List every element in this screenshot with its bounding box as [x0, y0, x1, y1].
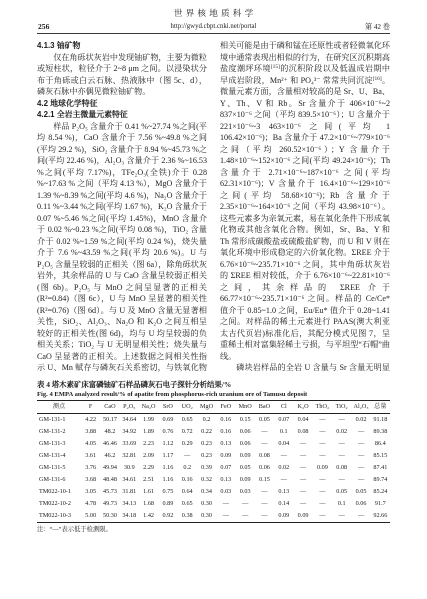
value-cell: 1.42: [139, 510, 158, 523]
table-row: [37, 414, 390, 427]
value-cell: 89.74: [373, 476, 388, 483]
section-heading-4-2: 4.2 地球化学特征: [37, 98, 98, 108]
column-header: BaO: [255, 401, 274, 414]
left-column: [37, 40, 207, 374]
value-cell: 0.22: [201, 428, 212, 435]
value-cell: 89.38: [373, 428, 388, 435]
value-cell: —: [261, 500, 268, 507]
value-cell: —: [255, 510, 274, 523]
value-cell: 0.39: [201, 464, 212, 471]
value-cell: 4.22: [85, 416, 97, 423]
right-column: [220, 40, 390, 374]
value-cell: 34.13: [122, 500, 137, 507]
sample-id-cell: TM022-10-2: [39, 500, 71, 507]
value-cell: 50.30: [100, 510, 119, 523]
value-cell: 3.05: [85, 488, 97, 495]
value-cell: —: [319, 500, 326, 507]
value-cell: 0.08: [336, 464, 348, 471]
value-cell: 46.2: [104, 452, 116, 459]
column-header: UO₂: [178, 401, 197, 414]
value-cell: —: [280, 476, 287, 483]
value-cell: 3.68: [85, 476, 97, 483]
value-cell: 0.23: [201, 440, 212, 447]
value-cell: 0.14: [278, 500, 290, 507]
paragraph-major-elements: 样品 P₂O₅ 含量介于 0.41 %~27.74 %之间(平均 8.54 %)，CaO 含量介于 7.56 %~49.8 %之间(平均 29.2 %)，SiO₂ 含量介于 8.94 %~45.73 %之间(平均 22.46 %)，Al₂O₃ 含量介于 2.36 %~16.53 %之间(平均 7.17%)，TFe₂O₃(全铁)介于 0.28 %~17.63 % 之间（平均 4.13 %），MgO 含量介于 1.39 %~8.39 %之间(平均 4.6 %)，Na₂O 含量介于 0.11 %~3.44 %之间(平均 1.67 %)，K₂O 含量介于 0.07 %~5.46 %之间(平均 1.45%)，MnO 含量介于 0.02 %~0.23 %之间(平均 0.08 %)，TiO₂ 含量介于 0.02 %~1.59 %之间(平均 0.24 %)，烧失量介于 7.6 %~43.59 %之间(平均 20.6 %)。U 与 P₂O₅ 含量呈较弱的正相关（图 6a），除角砾状灰岩外，其余样品的 U 与 CaO 含量呈较弱正相关(图 6b)。P₂O₅ 与 MnO 之间呈显著的正相关(R²=0.84)（图 6c），U 与 MnO 呈显著的相关性(R²=0.76)（图 6d）。与 U 及 MnO 含量无显著相关性，SiO₂、Al₂O₃、Na₂O 和 K₂O 之间互相呈较好的正相关性(图 6d)，均与 U 均呈较弱的负相关关系；TiO₂ 与 U 无明显相关性；烧失量与 CaO 呈显著的正相关。上述数据之间相关性指示 U、Mn 赋存与磷灰石关系密切，与铁氧化物: [37, 121, 207, 372]
column-header: SrO: [158, 401, 177, 414]
column-header: TiO₂: [332, 401, 351, 414]
value-cell: 0.06: [259, 464, 270, 471]
value-cell: —: [319, 428, 326, 435]
sample-id-cell: GM-131-5: [39, 464, 66, 471]
value-cell: 0.13: [220, 440, 232, 447]
value-cell: 0.02: [278, 464, 290, 471]
table-body: [37, 414, 390, 523]
value-cell: 0.16: [220, 416, 232, 423]
value-cell: 1.68: [143, 500, 154, 507]
sample-id-cell: GM-131-3: [39, 440, 66, 447]
table-row: [37, 450, 390, 462]
value-cell: 0.06: [239, 428, 251, 435]
value-cell: 0.64: [181, 488, 193, 495]
value-cell: —: [357, 464, 365, 471]
column-header: Na₂O: [139, 401, 158, 414]
value-cell: 0.03: [220, 488, 232, 495]
value-cell: —: [280, 452, 287, 459]
value-cell: —: [338, 452, 345, 459]
column-header: MnO: [236, 401, 255, 414]
table-row: [37, 510, 390, 523]
section-heading-4-2-1: 4.2.1 全岩主微量元素特征: [37, 110, 128, 119]
table-caption-english: Fig. 4 EMPA analyzed result/% of apatite from phosphorus-rich uranium ore of Tamusu deposit: [37, 391, 308, 398]
value-cell: 91.7: [374, 500, 386, 507]
value-cell: —: [319, 476, 326, 483]
epma-results-table: [37, 400, 390, 523]
value-cell: 0.30: [197, 510, 216, 523]
sample-id-cell: TM022-10-1: [39, 488, 71, 495]
value-cell: 30.9: [123, 464, 135, 471]
sample-id-cell: TM022-10-3: [37, 510, 81, 523]
value-cell: 0.05: [355, 488, 367, 495]
value-cell: 0.13: [220, 476, 232, 483]
column-header: Al₂O₃: [351, 401, 370, 414]
value-cell: 50.17: [103, 416, 117, 423]
table-head: [37, 401, 390, 414]
value-cell: 1.12: [162, 440, 174, 447]
value-cell: 0.16: [181, 476, 193, 483]
value-cell: 0.04: [278, 440, 290, 447]
paragraph-text-segment: 。微量元素方面，含量相对较高的是 Sr、U、Ba、Y、Th、V 和 Rb。Sr 含量介于 406×10⁻⁶~2 837×10⁻⁶ 之间（平均 839.5×10⁻⁶）；U 含量介于 221×10⁻⁶~3 463×10⁻⁶ 之间(平均 1 106.42×10⁻⁶)；Ba 含量介于 47.2×10⁻⁶~779×10⁻⁶ 之间（平均 260.52×10⁻⁶）；Y 含量介于 1.48×10⁻⁶~152×10⁻⁶ 之间(平均 49.24×10⁻⁶)；Th 含量介于 2.71×10⁻⁶~187×10⁻⁶ 之间(平均 62.31×10⁻⁶)；V 含量介于 16.4×10⁻⁶~129×10⁻⁶ 之间(平均 58.68×10⁻⁶)；Rb 含量介于 2.35×10⁻⁶~164×10⁻⁶ 之间（平均 43.98×10⁻⁶）。这些元素多为亲氧元素，易在氧化条件下形成氧化物或其他含氧化合物。例如，Sr、Ba、Y 和 Th 常形成碳酸盐或硫酸盐矿物，而 U 和 V 则在氧化环境中形成稳定的六价氧化物。ΣREE 介于 6.76×10⁻⁶~235.71×10⁻⁶ 之间，其中角砾状灰岩的 ΣREE 相对较低，介于 6.76×10⁻⁶~22.81×10⁻⁶ 之间，其余样品的 ΣREE 介于 66.77×10⁻⁶~235.71×10⁻⁶ 之间。样品的 Ce/Ce* 值介于 0.85~1.0 之间，Eu/Eu* 值介于 0.28~1.41 之间。对样品的稀土元素进行 PAAS(澳大利亚太古代页岩)标准化后，其配分模式见图 7，呈重稀土相对富集轻稀土亏损，与平坦型“石帽”曲线。: [220, 75, 390, 361]
value-cell: 0.16: [220, 428, 232, 435]
value-cell: 3.76: [85, 464, 97, 471]
value-cell: —: [319, 416, 326, 423]
section-heading-4-1-3: 4.1.3 铀矿物: [37, 41, 81, 50]
column-header: F: [81, 401, 100, 414]
value-cell: 0.23: [201, 452, 212, 459]
value-cell: —: [319, 440, 326, 447]
value-cell: 48.48: [103, 476, 117, 483]
header-rule: [37, 33, 390, 34]
citation-16: [16]: [372, 75, 382, 82]
column-header: CaO: [100, 401, 119, 414]
value-cell: —: [261, 488, 268, 495]
value-cell: —: [357, 452, 365, 459]
value-cell: 0.09: [239, 476, 251, 483]
value-cell: 92.66: [371, 510, 390, 523]
value-cell: 34.18: [120, 510, 139, 523]
value-cell: —: [236, 510, 255, 523]
value-cell: 85.24: [373, 488, 388, 495]
column-header: K₂O: [293, 401, 312, 414]
value-cell: 0.13: [278, 488, 290, 495]
value-cell: —: [357, 440, 365, 447]
value-cell: —: [300, 488, 307, 495]
value-cell: 49.73: [103, 500, 117, 507]
value-cell: 0.08: [259, 452, 270, 459]
value-cell: 85.15: [373, 452, 388, 459]
value-cell: 0.1: [337, 500, 346, 507]
value-cell: 5.00: [81, 510, 100, 523]
table-row: [37, 426, 390, 438]
value-cell: 2.09: [143, 452, 154, 459]
value-cell: 3.61: [85, 452, 97, 459]
value-cell: 0.92: [158, 510, 177, 523]
value-cell: 0.09: [316, 464, 328, 471]
value-cell: —: [261, 440, 268, 447]
value-cell: 2.23: [143, 440, 154, 447]
value-cell: 0.1: [279, 428, 288, 435]
table-row: [37, 462, 390, 474]
value-cell: 0.38: [178, 510, 197, 523]
column-header-sample: 测点: [37, 401, 81, 414]
value-cell: 0.04: [297, 416, 309, 423]
paragraph-text-segment: 的沉积阶段以及低温成岩期中早成岩阶段，Mn²⁺ 和 PO₄³⁻ 常常共同沉淀: [220, 64, 390, 85]
value-cell: 0.02: [336, 428, 348, 435]
journal-title: 世界核地质科学: [173, 8, 257, 18]
value-cell: 87.41: [373, 464, 388, 471]
value-cell: 0.65: [181, 500, 193, 507]
sample-id-cell: GM-131-4: [39, 452, 66, 459]
sample-id-cell: GM-131-2: [39, 428, 66, 435]
value-cell: —: [216, 510, 235, 523]
value-cell: 0.65: [181, 416, 193, 423]
value-cell: 33.69: [122, 440, 137, 447]
value-cell: —: [313, 510, 332, 523]
value-cell: 1.61: [143, 488, 154, 495]
table-row: [37, 498, 390, 510]
value-cell: —: [222, 500, 229, 507]
column-header: MgO: [197, 401, 216, 414]
value-cell: 4.05: [85, 440, 97, 447]
sample-id-cell: GM-131-6: [39, 476, 66, 483]
value-cell: —: [357, 428, 365, 435]
column-header: ThO₂: [313, 401, 332, 414]
table-header-row: [37, 401, 390, 414]
value-cell: 0.76: [162, 428, 174, 435]
table-row: [37, 438, 390, 450]
value-cell: 1.16: [162, 464, 174, 471]
value-cell: 0.15: [259, 476, 270, 483]
value-cell: 1.89: [143, 428, 154, 435]
value-cell: 46.46: [103, 440, 117, 447]
table-row: [37, 474, 390, 486]
value-cell: 0.09: [239, 452, 251, 459]
value-cell: 0.2: [183, 464, 192, 471]
value-cell: 0.02: [355, 416, 367, 423]
column-header: 总量: [371, 401, 390, 414]
value-cell: —: [300, 500, 307, 507]
column-header: P₂O₅: [120, 401, 139, 414]
value-cell: —: [300, 476, 307, 483]
value-cell: 0.75: [162, 488, 174, 495]
value-cell: 0.2: [202, 416, 211, 423]
value-cell: 0.06: [239, 440, 251, 447]
paragraph-trace-elements: [220, 40, 390, 362]
table-row: [37, 486, 390, 498]
table-caption-chinese: 表 4 塔木素矿床富磷铀矿石样品磷灰石电子探针分析结果/%: [37, 380, 232, 389]
table-note: 注：“—”表示低于检测限。: [37, 526, 112, 533]
value-cell: —: [351, 510, 370, 523]
value-cell: 0.07: [220, 464, 232, 471]
value-cell: —: [261, 428, 268, 435]
value-cell: 4.78: [85, 500, 97, 507]
value-cell: —: [357, 476, 365, 483]
value-cell: 0.15: [239, 416, 251, 423]
value-cell: 0.05: [259, 416, 270, 423]
value-cell: —: [338, 440, 345, 447]
value-cell: 0.03: [239, 488, 251, 495]
citation-15: [15]: [270, 64, 280, 70]
value-cell: 2.29: [143, 464, 154, 471]
value-cell: —: [300, 464, 307, 471]
sample-id-cell: GM-131-1: [39, 416, 66, 423]
value-cell: 49.94: [103, 464, 117, 471]
value-cell: —: [184, 452, 191, 459]
value-cell: 0.89: [162, 500, 174, 507]
volume-label: 第 42 卷: [364, 23, 390, 31]
value-cell: —: [319, 488, 326, 495]
value-cell: 86.4: [374, 440, 386, 447]
value-cell: 48.2: [104, 428, 116, 435]
value-cell: 0.09: [293, 510, 312, 523]
value-cell: —: [300, 452, 307, 459]
value-cell: —: [300, 440, 307, 447]
value-cell: 34.92: [122, 428, 137, 435]
page-number: 256: [38, 22, 50, 31]
value-cell: 31.81: [122, 488, 137, 495]
value-cell: 0.05: [336, 488, 348, 495]
value-cell: 0.05: [239, 464, 251, 471]
value-cell: 1.99: [143, 416, 154, 423]
value-cell: 0.09: [274, 510, 293, 523]
value-cell: 1.17: [162, 452, 174, 459]
paragraph-uranium-minerals: 仅在角砾状灰岩中发现铀矿物，主要为微粒或短柱状，粒径介于 2~8 μm 之间。以浸染状分布于角砾或白云石脉、热液脉中（图 5c、d），磷灰石脉中亦偶见微粒铀矿物。: [37, 52, 207, 96]
value-cell: —: [332, 510, 351, 523]
value-cell: 0.72: [181, 428, 193, 435]
paragraph-text-segment: 相关可能是由于磷和锰在还原性或者轻微氧化环境中通常表现出相似的行为，在研究区沉积期高盐度潮坪环境: [220, 41, 390, 73]
value-cell: 0.07: [278, 416, 290, 423]
journal-url: http://gwyd.cbpt.cnki.net/portal: [170, 23, 257, 30]
value-cell: 1.16: [162, 476, 174, 483]
value-cell: 0.30: [201, 500, 212, 507]
value-cell: 45.73: [103, 488, 117, 495]
value-cell: —: [242, 500, 249, 507]
value-cell: —: [338, 416, 345, 423]
value-cell: 3.88: [85, 428, 97, 435]
value-cell: 0.32: [201, 476, 212, 483]
value-cell: 32.81: [122, 452, 137, 459]
value-cell: 0.69: [162, 416, 174, 423]
paragraph-u-sr-correlation: 磷块岩样品的全岩 U 含量与 Sr 含量无明显: [236, 363, 390, 372]
column-header: Cl: [274, 401, 293, 414]
value-cell: 91.18: [373, 416, 388, 423]
value-cell: 0.08: [297, 428, 309, 435]
value-cell: 0.06: [355, 500, 367, 507]
value-cell: —: [338, 476, 345, 483]
value-cell: 2.51: [143, 476, 154, 483]
value-cell: 34.64: [122, 416, 137, 423]
column-header: FeO: [216, 401, 235, 414]
value-cell: 0.29: [181, 440, 193, 447]
value-cell: 0.09: [220, 452, 232, 459]
value-cell: 34.61: [122, 476, 137, 483]
value-cell: —: [319, 452, 326, 459]
value-cell: 0.34: [201, 488, 212, 495]
running-head: [37, 22, 390, 32]
